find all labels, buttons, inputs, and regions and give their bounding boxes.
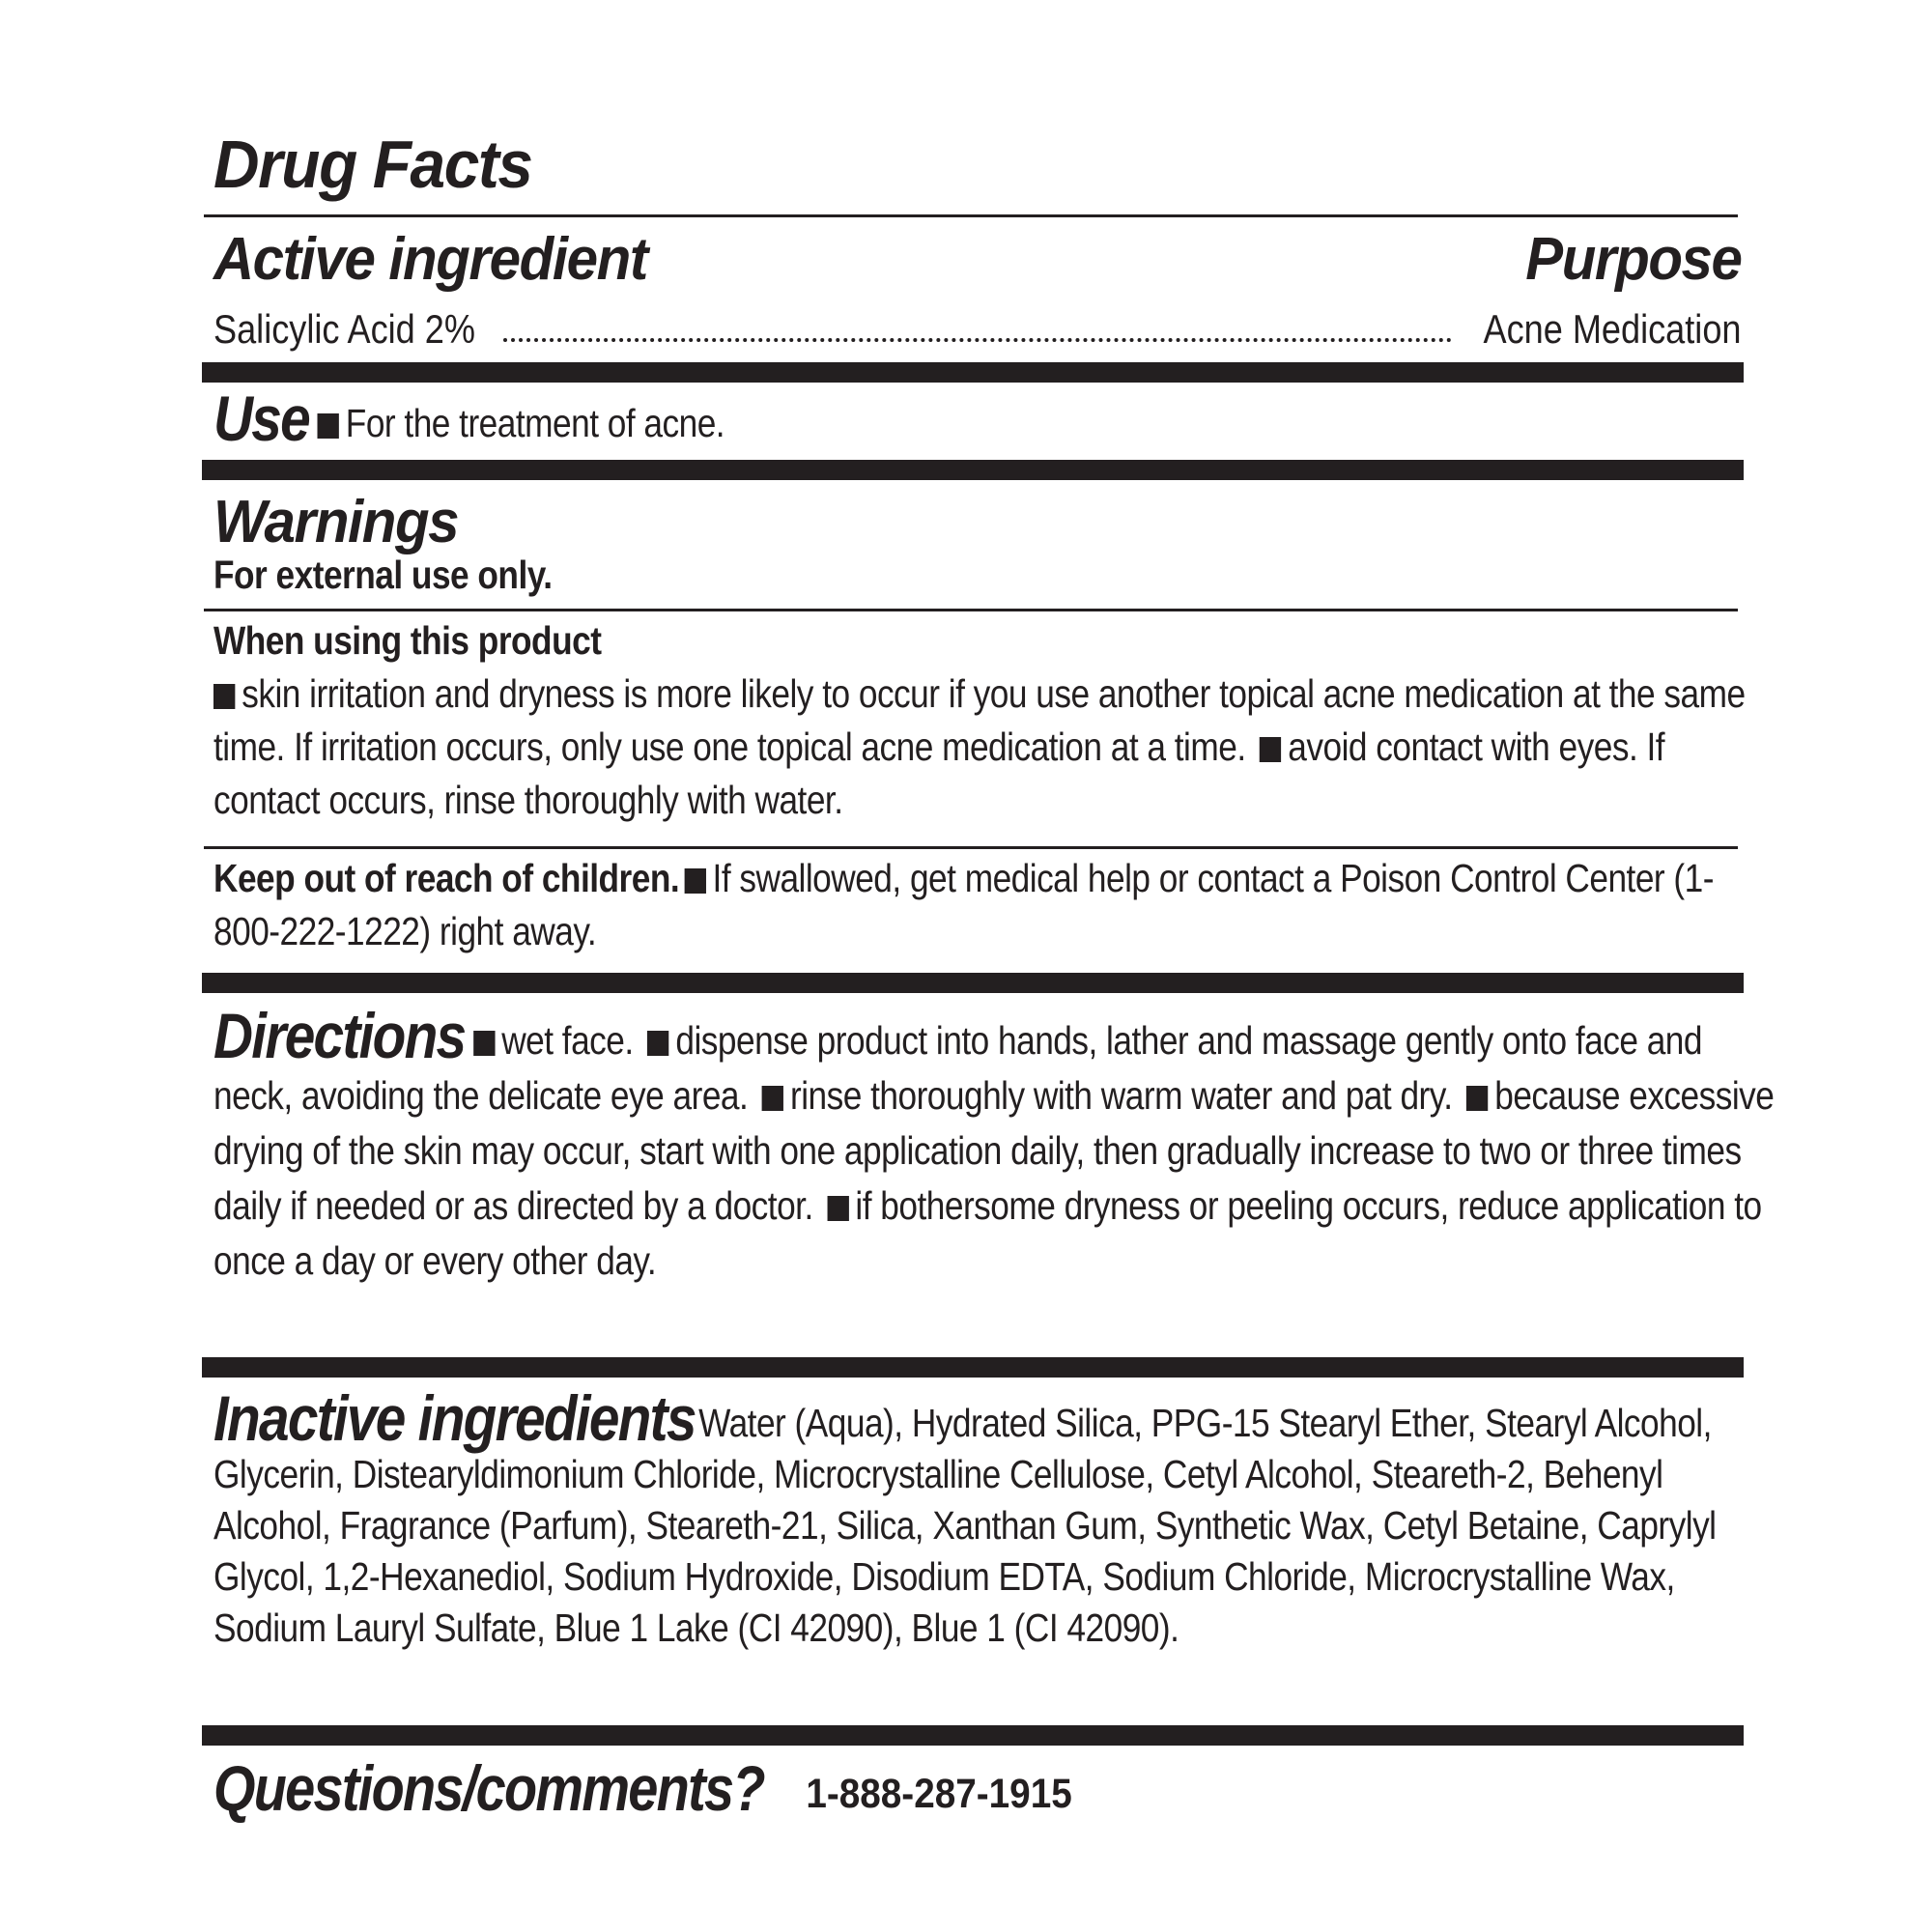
use-text: For the treatment of acne. [345,401,725,445]
bullet-square-icon [684,868,705,894]
directions-item: because excessive drying of the skin may occur, start with one application daily, then gradually increase to two or three times daily if needed or as directed by a doctor. [213,1073,1775,1228]
keep-out-text: If swallowed, get medical help or contact a Poison Control Center (1-800-222-1222) right away. [213,856,1714,953]
drug-facts-panel [204,120,1775,1824]
directions-section [213,1000,1932,1289]
questions-heading: Questions/comments? [213,1752,764,1824]
use-section [213,383,1932,454]
when-using-item: avoid contact with eyes. If contact occurs, rinse thoroughly with water. [213,724,1665,822]
warnings-section [213,491,1932,602]
divider-thick [202,1357,1744,1378]
when-using-heading: When using this product [213,618,602,663]
active-ingredient-heading: Active ingredient [213,226,647,293]
directions-heading: Directions [213,1000,466,1071]
directions-item: dispense product into hands, lather and massage gently onto face and neck, avoiding the delicate eye area. [213,1018,1703,1118]
active-ingredient-name: Salicylic Acid 2% [213,303,480,355]
use-heading: Use [213,383,309,454]
questions-phone: 1-888-287-1915 [806,1771,1072,1817]
inactive-section [213,1382,1932,1654]
keep-out-heading: Keep out of reach of children. [213,856,680,900]
divider-thick [202,362,1744,383]
when-using-section [213,614,1932,827]
bullet-square-icon [647,1031,668,1056]
divider-thin [204,846,1738,849]
warnings-heading: Warnings [213,489,459,555]
bullet-square-icon [213,684,235,709]
leader-dots [503,338,1452,342]
questions-section [213,1752,1932,1830]
directions-item: wet face. [501,1018,634,1063]
bullet-square-icon [1466,1086,1488,1111]
active-ingredient-purpose: Acne Medication [1479,303,1742,355]
bullet-square-icon [762,1086,783,1111]
active-ingredient-row [213,303,1742,355]
bullet-square-icon [1260,737,1281,762]
divider-thick [202,460,1744,480]
drug-facts-title: Drug Facts [213,127,532,202]
bullet-square-icon [473,1031,495,1056]
inactive-text: Water (Aqua), Hydrated Silica, PPG-15 Stearyl Ether, Stearyl Alcohol, Glycerin, Distearyldimonium Chloride, Microcrystalline Cellulose, Cetyl Alcohol, Steareth-2, Behenyl Alcohol, Fragrance (Parfum), Steareth-21, Silica, Xanthan Gum, Synthetic Wax, Cetyl Betaine, Caprylyl Glycol, 1,2-Hexanediol, Sodium Hydroxide, Disodium EDTA, Sodium Chloride, Microcrystalline Wax, Sodium Lauryl Sulfate, Blue 1 Lake (CI 42090), Blue 1 (CI 42090). [213,1401,1717,1650]
inactive-heading: Inactive ingredients [213,1382,696,1454]
external-use-text: For external use only. [213,553,553,597]
divider-thick [202,973,1744,993]
directions-item: if bothersome dryness or peeling occurs, reduce application to once a day or every other day. [213,1183,1762,1283]
purpose-heading: Purpose [1525,226,1742,293]
directions-item: rinse thoroughly with warm water and pat dry. [789,1073,1453,1118]
divider-thin [204,609,1738,611]
active-ingredient-header [213,226,1742,294]
bullet-square-icon [827,1196,848,1221]
bullet-square-icon [318,413,339,439]
divider-thick [202,1725,1744,1746]
keep-out-section [213,852,1932,958]
when-using-item: skin irritation and dryness is more likely to occur if you use another topical acne medication at the same time. If irritation occurs, only use one topical acne medication at a time. [213,671,1746,769]
divider-thin [204,214,1738,217]
